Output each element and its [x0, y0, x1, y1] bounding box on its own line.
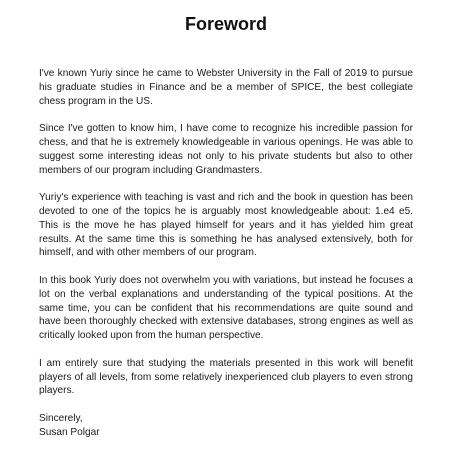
paragraph-conclusion: I am entirely sure that studying the materials presented in this work will benefit players of all levels, from some relatively inexperienced club players to even strong players.: [39, 357, 413, 397]
signature-name: Susan Polgar: [39, 426, 100, 438]
paragraph-approach: In this book Yuriy does not overwhelm you with variations, but instead he focuses a lot on the verbal explanations and understanding of the typical positions. At the same time, you can be confident that his recommendations are quite sound and have been thoroughly checked with extensive databases, strong engines as well as critically looked upon from the human perspective.: [39, 275, 413, 341]
paragraph-passion: Since I've gotten to know him, I have come to recognize his incredible passion for chess, and that he is extremely knowledgeable in various openings. He was able to suggest some interesting ideas not only to his private students but also to other members of our program including Grandmasters.: [39, 123, 413, 176]
paragraph-experience: Yuriy's experience with teaching is vast and rich and the book in question has been devoted to one of the topics he is arguably most knowledgeable about: 1.e4 e5. This is the move he has played himself for years and it has yielded him great results. At the same time this is something he has analysed extensively, both for himself, and with other members of our program.: [39, 192, 413, 259]
page-title: Foreword: [184, 14, 267, 34]
foreword-body: [39, 67, 413, 440]
paragraph-intro: I've known Yuriy since he came to Webster University in the Fall of 2019 to pursue his graduate studies in Finance and be a member of SPICE, the best collegiate chess program in the US.: [39, 68, 413, 107]
closing-line: Sincerely,: [39, 413, 83, 424]
